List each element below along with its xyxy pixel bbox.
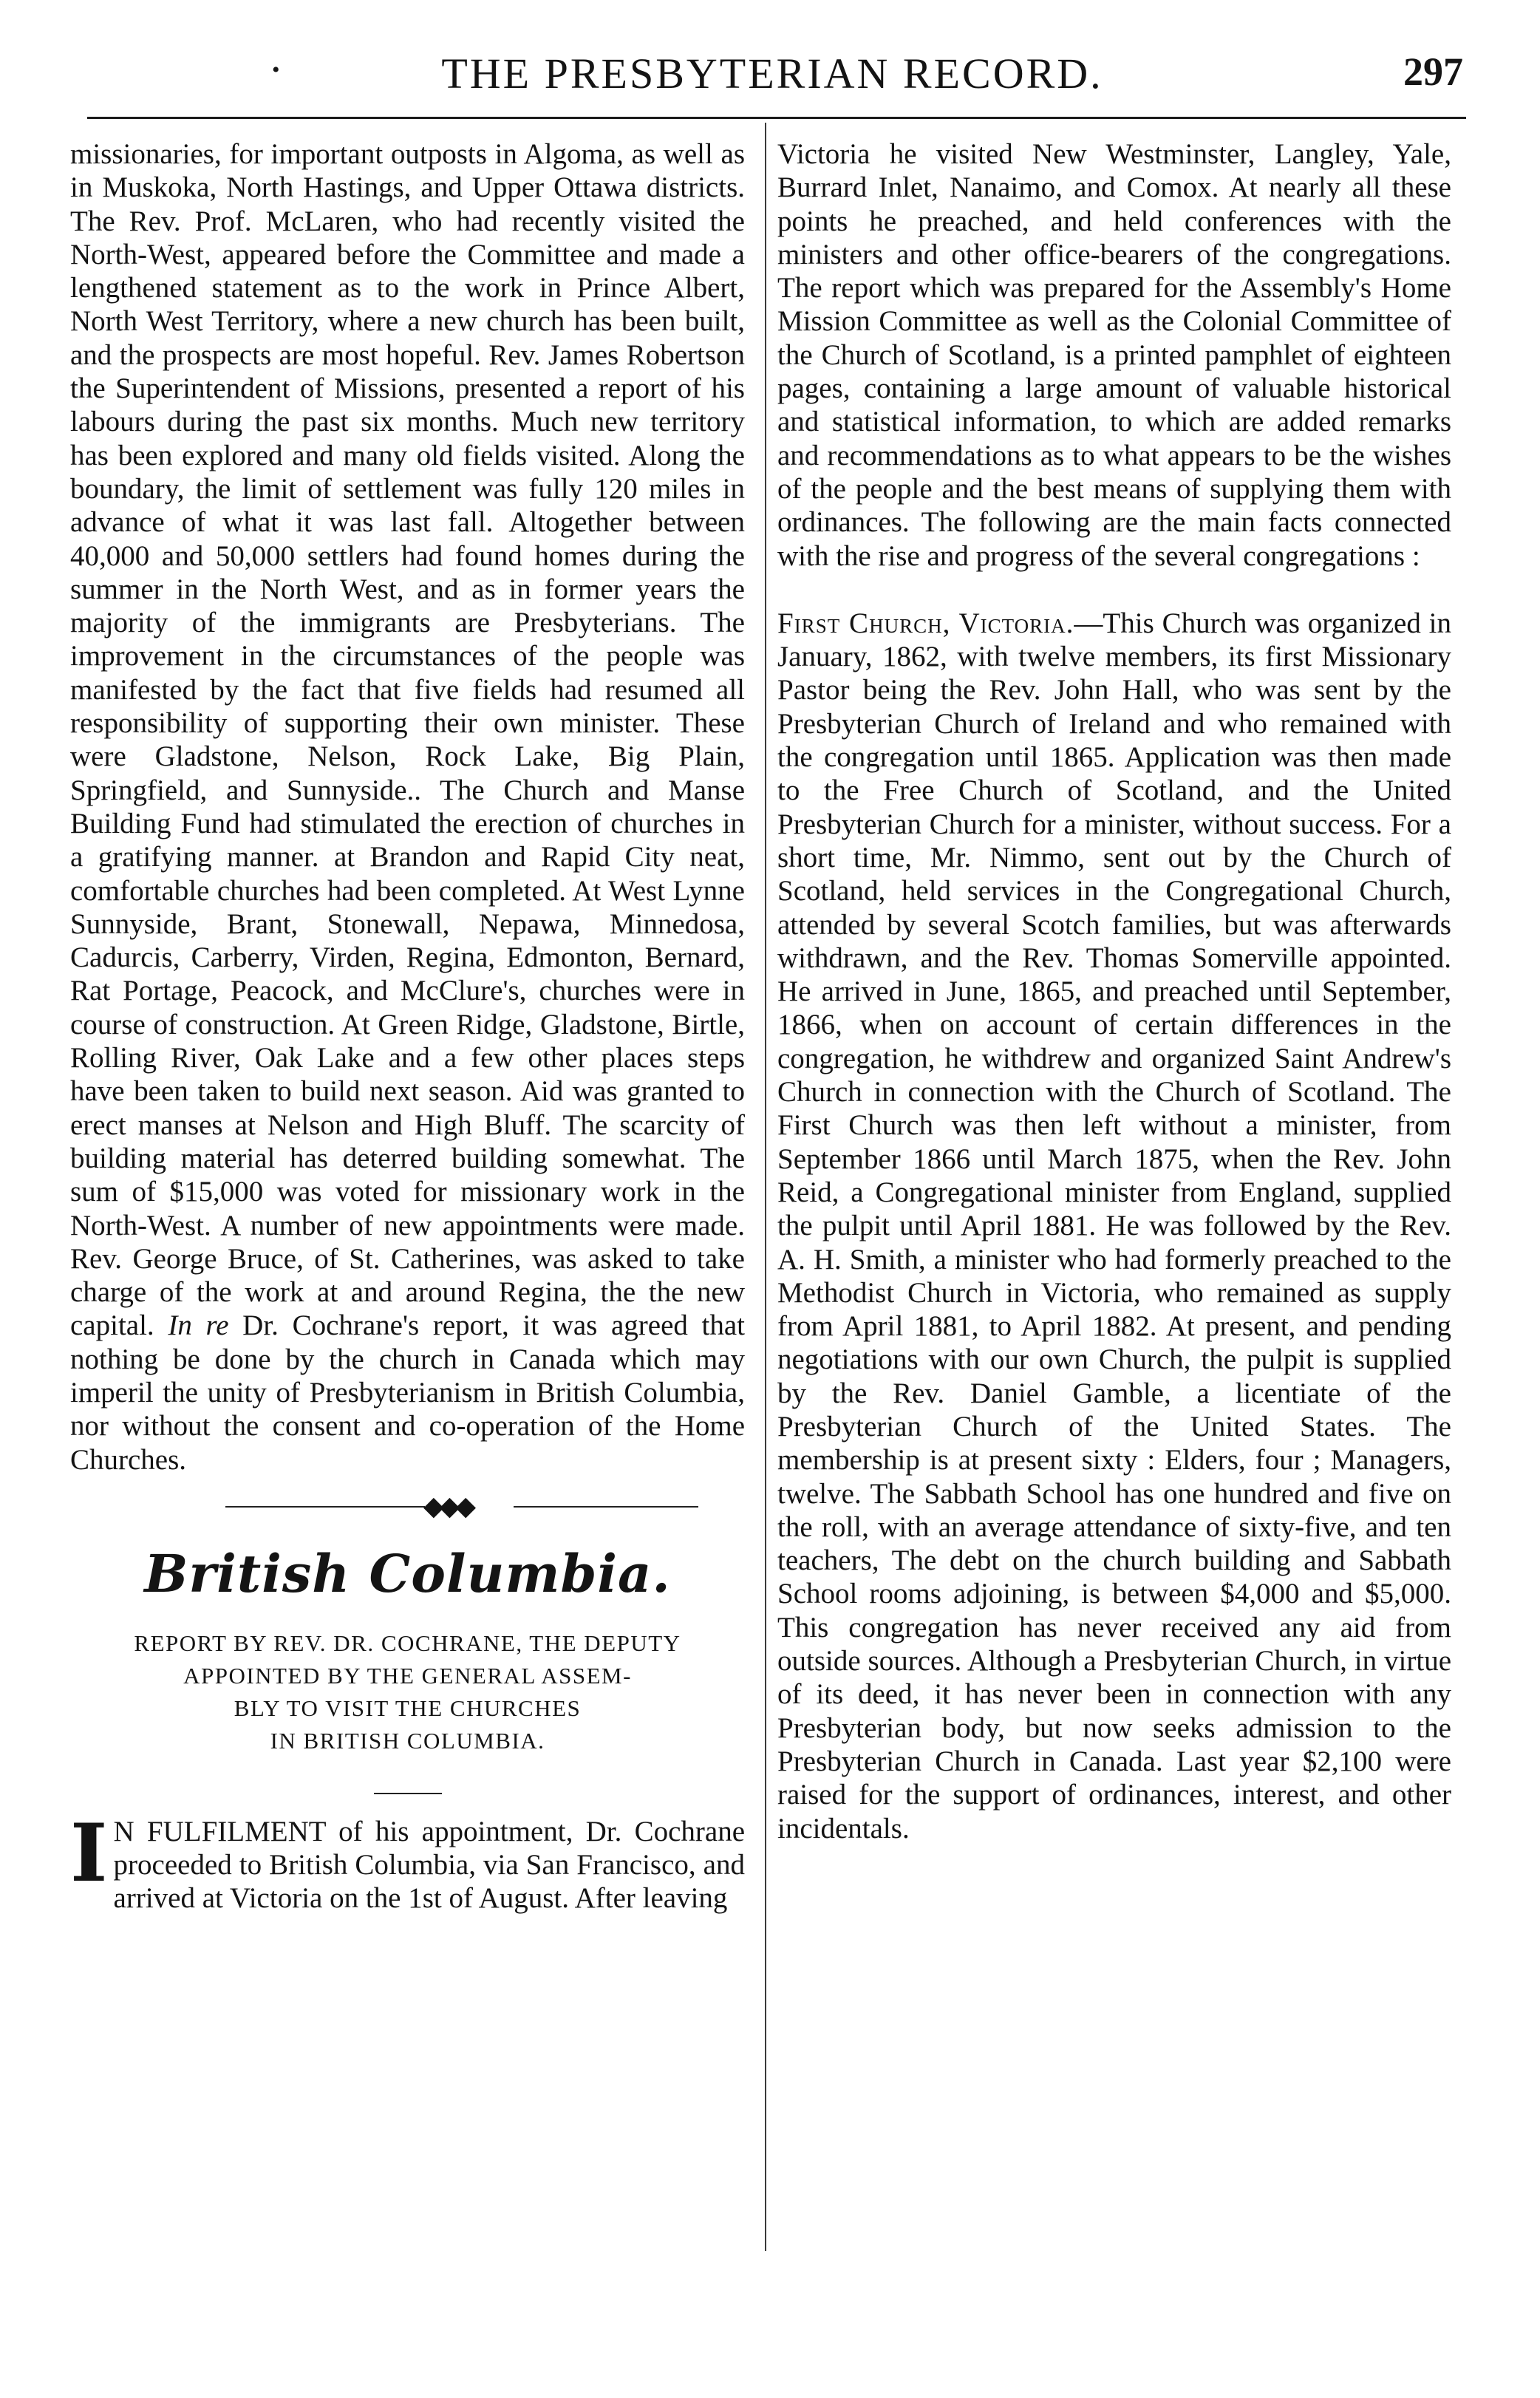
header-rule <box>87 117 1466 119</box>
ornament-diamonds-icon: ◆◆◆ <box>423 1491 472 1522</box>
body-paragraph <box>777 607 1451 1845</box>
report-subhead <box>70 1627 745 1757</box>
paragraph-text: missionaries, for important outposts in Algoma, as well as in Muskoka, North Hastings, and Upper Ottawa districts. The Rev. Prof. McLaren, who had recently visited the North-West, appeared before the Committee and made a lengthened statement as to the work in Prince Albert, North West Territory, where a new church has been built, and the prospects are most hopeful. Rev. James Robertson the Superintendent of Missions, presented a report of his labours during the past six months. Much new territory has been explored and many old fields visited. Along the boundary, the limit of settlement was fully 120 miles in advance of what it was last fall. Altogether between 40,000 and 50,000 settlers had found homes during the summer in the North West, and as in former years the majority of the immigrants are Presbyterians. The improvement in the circumstances of the people was manifested by the fact that five fields had resumed all responsibility of supporting their own minister. These were Gladstone, Nelson, Rock Lake, Big Plain, Springfield, and Sunnyside.. The Church and Manse Building Fund had stimulated the erection of churches in a gratifying manner. at Brandon and Rapid City neat, comfortable churches had been completed. At West Lynne Sunnyside, Brant, Stonewall, Nepawa, Minnedosa, Cadurcis, Carberry, Virden, Regina, Edmonton, Bernard, Rat Portage, Peacock, and McClure's, churches were in course of construction. At Green Ridge, Gladstone, Birtle, Rolling River, Oak Lake and a few other places steps have been taken to build next season. Aid was granted to erect manses at Nelson and High Bluff. The scarcity of building material has deterred building somewhat. The sum of $15,000 was voted for missionary work in the North-West. A number of new appointments were made. Rev. George Bruce, of St. Catherines, was asked to take charge of the work at and around Regina, the the new capital. <box>70 138 745 1342</box>
paragraph-text: —This Church was organized in January, 1862, with twelve members, its first Missionary Pastor being the Rev. John Hall, who was sent by the Presbyterian Church of Ireland and who remained with the congregation until 1865. Application was then made to the Free Church of Scotland, and the United Presbyterian Church for a minister, without success. For a short time, Mr. Nimmo, sent out by the Church of Scotland, held services in the Congregational Church, attended by several Scotch families, but was afterwards withdrawn, and the Rev. Thomas Somerville appointed. He arrived in June, 1865, and preached until September, 1866, when on account of certain differences in the congregation, he withdrew and organized Saint Andrew's Church in connection with the Church of Scotland. The First Church was then left without a minister, from September 1866 until March 1875, when the Rev. John Reid, a Congregational minister from England, supplied the pulpit until April 1881. He was followed by the Rev. A. H. Smith, a minister who had formerly preached to the Methodist Church in Victoria, who remained as supply from April 1881, to April 1882. At present, and pending negotiations with our own Church, the pulpit is supplied by the Rev. Daniel Gamble, a licentiate of the Presbyterian Church of the United States. The membership is at present sixty : Elders, four ; Managers, twelve. The Sabbath School has one hundred and five on the roll, with an average attendance of sixty-five, and ten teachers, The debt on the church building and Sabbath School rooms adjoining, is between $4,000 and $5,000. This congregation has never received any aid from outside sources. Although a Presbyterian Church, in virtue of its deed, it has never been in connection with any Presbyterian body, but now seeks admission to the Presbyterian Church in Canada. Last year $2,100 were raised for the support of ordinances, interest, and other incidentals. <box>777 607 1452 1845</box>
ornament-line <box>514 1506 698 1508</box>
church-heading: First Church, Victoria. <box>777 607 1074 639</box>
body-paragraph <box>70 137 745 1476</box>
paragraph-text: Dr. Cochrane's report, it was agreed that nothing be done by the church in Canada which may imperil the unity of Presbyterianism in British Columbia, nor without the consent and co-operation of the Home Churches. <box>70 1309 746 1476</box>
body-paragraph: Victoria he visited New Westminster, Langley, Yale, Burrard Inlet, Nanaimo, and Comox. At nearly all these points he preached, and held conferences with the ministers and other office-bearers of the congregations. The report which was prepared for the Assembly's Home Mission Committee as well as the Colonial Committee of the Church of Scotland, is a printed pamphlet of eighteen pages, containing a large amount of valuable historical and statistical information, to which are added remarks and recommendations as to what appears to be the wishes of the people and the best means of supplying them with ordinances. The following are the main facts connected with the rise and progress of the several congregations : <box>777 138 1451 572</box>
subhead-line: IN BRITISH COLUMBIA. <box>270 1727 545 1754</box>
subhead-line: BLY TO VISIT THE CHURCHES <box>234 1694 582 1721</box>
paragraph-gap <box>777 573 1451 607</box>
journal-title: THE PRESBYTERIAN RECORD. <box>441 50 1103 98</box>
header-mark: • <box>272 58 280 82</box>
in-re-phrase: In re <box>168 1309 229 1342</box>
section-title: British Columbia. <box>144 1542 671 1604</box>
subhead-line: APPOINTED BY THE GENERAL ASSEM- <box>183 1662 632 1689</box>
short-rule <box>374 1793 442 1794</box>
subhead-line: REPORT BY REV. DR. COCHRANE, THE DEPUTY <box>134 1629 681 1656</box>
left-column <box>70 137 745 1915</box>
page-header <box>81 43 1463 109</box>
section-ornament <box>70 1490 745 1524</box>
paragraph-text: of his appointment, Dr. Cochrane proceeded to British Columbia, via San Francisco, and arrived at Victoria on the 1st of August. After leaving <box>113 1815 746 1915</box>
ornament-line <box>225 1506 425 1508</box>
drop-cap: I <box>70 1806 108 1900</box>
page-number: 297 <box>1403 50 1463 94</box>
lead-paragraph <box>70 1806 746 1915</box>
right-column <box>777 137 1451 1845</box>
lead-caps: N FULFILMENT <box>113 1815 326 1847</box>
column-divider <box>765 123 766 2251</box>
